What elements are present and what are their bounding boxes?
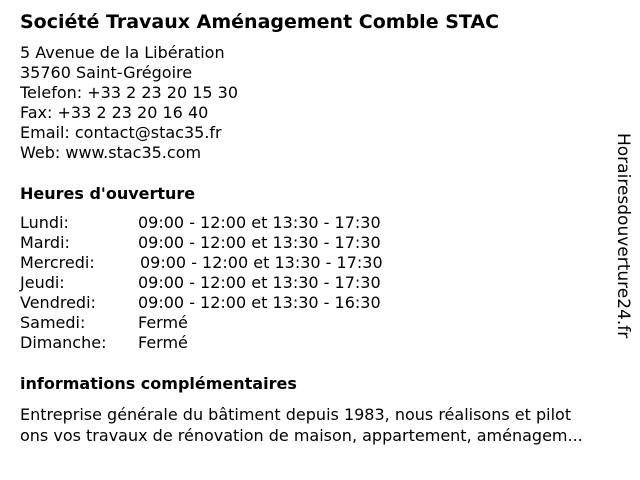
day-hours: 09:00 - 12:00 et 13:30 - 16:30	[138, 293, 381, 312]
fax-line: Fax: +33 2 23 20 16 40	[20, 103, 209, 122]
day-hours: 09:00 - 12:00 et 13:30 - 17:30	[140, 253, 383, 272]
phone-line: Telefon: +33 2 23 20 15 30	[20, 83, 239, 102]
day-label: Dimanche:	[20, 333, 107, 352]
day-label: Samedi:	[20, 313, 86, 332]
address-line-1: 5 Avenue de la Libération	[20, 43, 225, 62]
day-hours: Fermé	[138, 313, 188, 332]
additional-info-text	[20, 404, 630, 446]
day-hours: 09:00 - 12:00 et 13:30 - 17:30	[138, 213, 381, 232]
day-label: Mercredi:	[20, 253, 95, 272]
email-line: Email: contact@stac35.fr	[20, 123, 222, 142]
day-label: Jeudi:	[20, 273, 65, 292]
site-watermark	[612, 133, 634, 373]
day-hours: Fermé	[138, 333, 188, 352]
day-hours: 09:00 - 12:00 et 13:30 - 17:30	[138, 273, 381, 292]
day-label: Vendredi:	[20, 293, 96, 312]
address-line-2: 35760 Saint-Grégoire	[20, 63, 193, 82]
day-label: Mardi:	[20, 233, 70, 252]
additional-info-heading: informations complémentaires	[20, 374, 297, 393]
watermark-text: Horairesdouverture24.fr	[613, 133, 633, 339]
day-hours: 09:00 - 12:00 et 13:30 - 17:30	[138, 233, 381, 252]
info-line-2: ons vos travaux de rénovation de maison, appartement, aménagem...	[20, 426, 583, 445]
company-name: Société Travaux Aménagement Comble STAC	[20, 11, 500, 33]
contact-block	[20, 43, 238, 163]
info-line-1: Entreprise générale du bâtiment depuis 1983, nous réalisons et pilot	[20, 405, 572, 424]
opening-hours-heading: Heures d'ouverture	[20, 184, 196, 203]
web-line: Web: www.stac35.com	[20, 143, 202, 162]
day-label: Lundi:	[20, 213, 69, 232]
